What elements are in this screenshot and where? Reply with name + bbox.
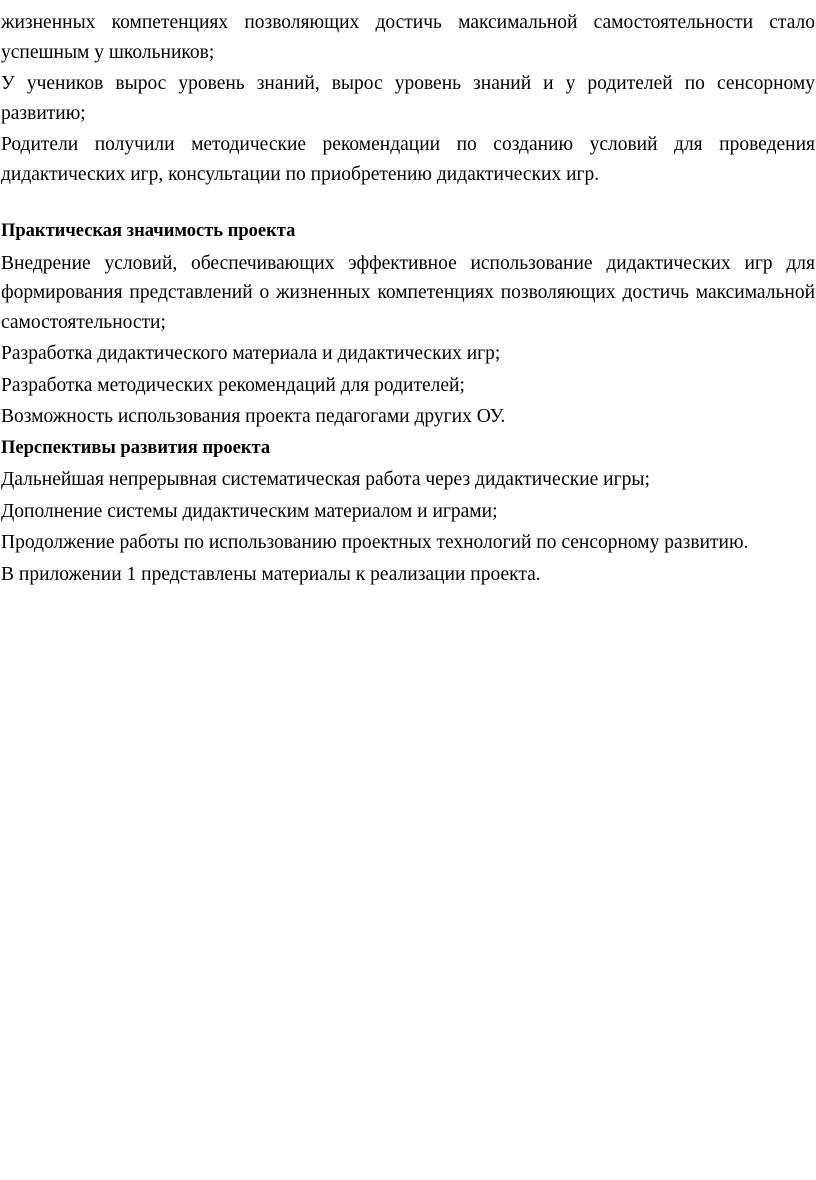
prospects-heading: Перспективы развития проекта: [1, 437, 271, 458]
practical-significance-heading: Практическая значимость проекта: [1, 221, 296, 241]
practical-item-4: Возможность использования проекта педагогами других ОУ.: [1, 406, 506, 427]
practical-item-1: Внедрение условий, обеспечивающих эффективное использование дидактических игр для формирования представлений о жизненных компетенциях позволяющих достичь максимальной самостоятельности;: [1, 252, 815, 333]
practical-item-2: Разработка дидактического материала и дидактических игр;: [1, 343, 501, 364]
prospects-item-2: Дополнение системы дидактическим материалом и играми;: [1, 500, 498, 522]
results-paragraph-1: жизненных компетенциях позволяющих достичь максимальной самостоятельности стало успешным у школьников;: [1, 12, 815, 63]
prospects-item-3: Продолжение работы по использованию проектных технологий по сенсорному развитию.: [1, 532, 749, 553]
appendix-note: В приложении 1 представлены материалы к реализации проекта.: [1, 563, 541, 585]
prospects-item-1: Дальнейшая непрерывная систематическая работа через дидактические игры;: [1, 469, 650, 490]
results-paragraph-3: Родители получили методические рекомендации по созданию условий для проведения дидактических игр, консультации по приобретению дидактических игр.: [1, 134, 815, 185]
practical-item-3: Разработка методических рекомендаций для родителей;: [1, 374, 465, 396]
section-spacer: [1, 191, 815, 217]
results-paragraph-2: У учеников вырос уровень знаний, вырос уровень знаний и у родителей по сенсорному развитию;: [1, 73, 815, 124]
